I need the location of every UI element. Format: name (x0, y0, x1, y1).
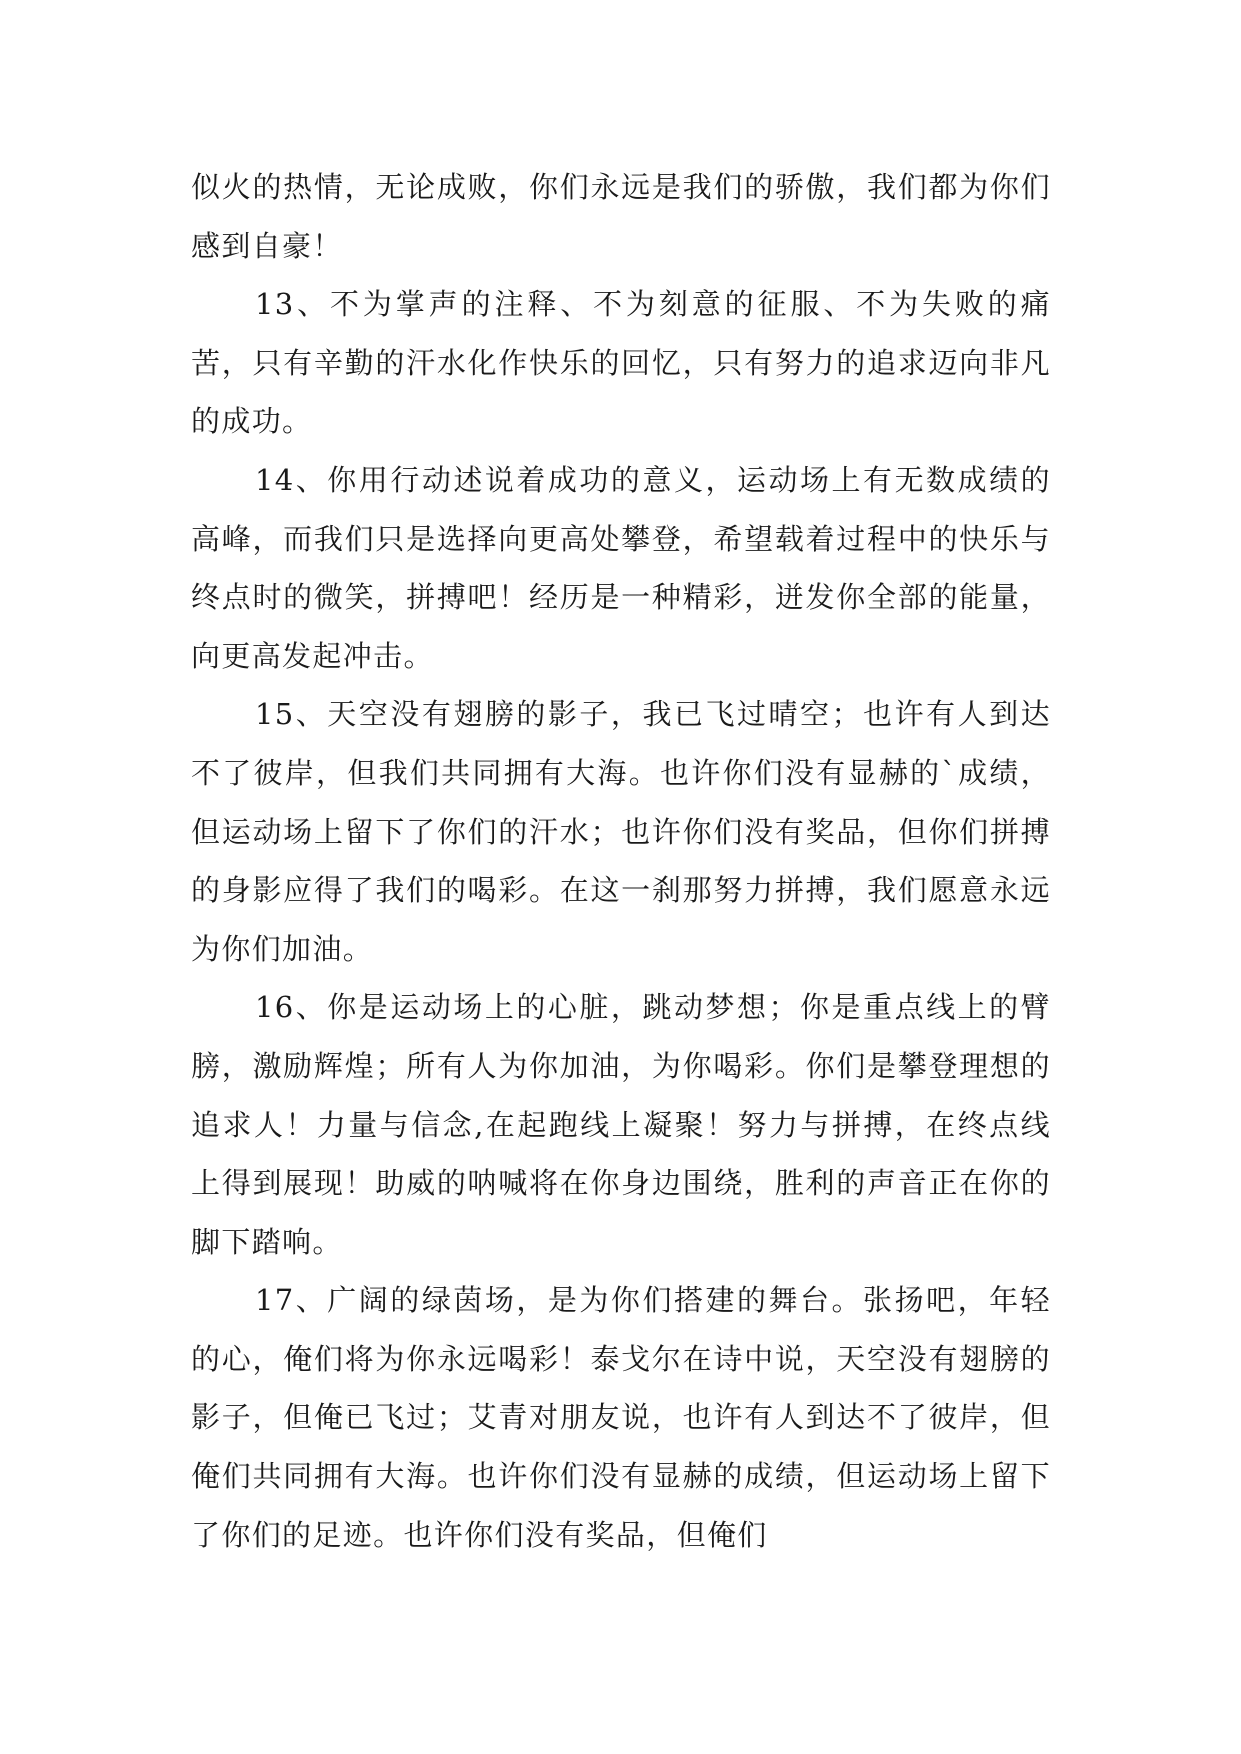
paragraph-continuation: 似火的热情，无论成败，你们永远是我们的骄傲，我们都为你们感到自豪！ (191, 170, 1051, 263)
paragraph-item-13: 13、不为掌声的注释、不为刻意的征服、不为失败的痛苦，只有辛勤的汗水化作快乐的回忆，只有努力的追求迈向非凡的成功。 (191, 287, 1051, 439)
paragraph-item-15: 15、天空没有翅膀的影子，我已飞过晴空；也许有人到达不了彼岸，但我们共同拥有大海。也许你们没有显赫的`成绩，但运动场上留下了你们的汗水；也许你们没有奖品，但你们拼搏的身影应得了我们的喝彩。在这一刹那努力拼搏，我们愿意永远为你们加油。 (191, 697, 1051, 966)
paragraph-item-17: 17、广阔的绿茵场，是为你们搭建的舞台。张扬吧，年轻的心，俺们将为你永远喝彩！泰戈尔在诗中说，天空没有翅膀的影子，但俺已飞过；艾青对朋友说，也许有人到达不了彼岸，但俺们共同拥有大海。也许你们没有显赫的成绩，但运动场上留下了你们的足迹。也许你们没有奖品，但俺们 (191, 1283, 1051, 1552)
paragraph-item-14: 14、你用行动述说着成功的意义，运动场上有无数成绩的高峰，而我们只是选择向更高处攀登，希望载着过程中的快乐与终点时的微笑，拼搏吧！经历是一种精彩，迸发你全部的能量，向更高发起冲击。 (191, 462, 1051, 673)
body-text (191, 158, 1051, 1564)
paragraph-item-16: 16、你是运动场上的心脏，跳动梦想；你是重点线上的臂膀，激励辉煌；所有人为你加油，为你喝彩。你们是攀登理想的追求人！力量与信念,在起跑线上凝聚！努力与拼搏，在终点线上得到展现！助威的呐喊将在你身边围绕，胜利的声音正在你的脚下踏响。 (191, 990, 1051, 1259)
